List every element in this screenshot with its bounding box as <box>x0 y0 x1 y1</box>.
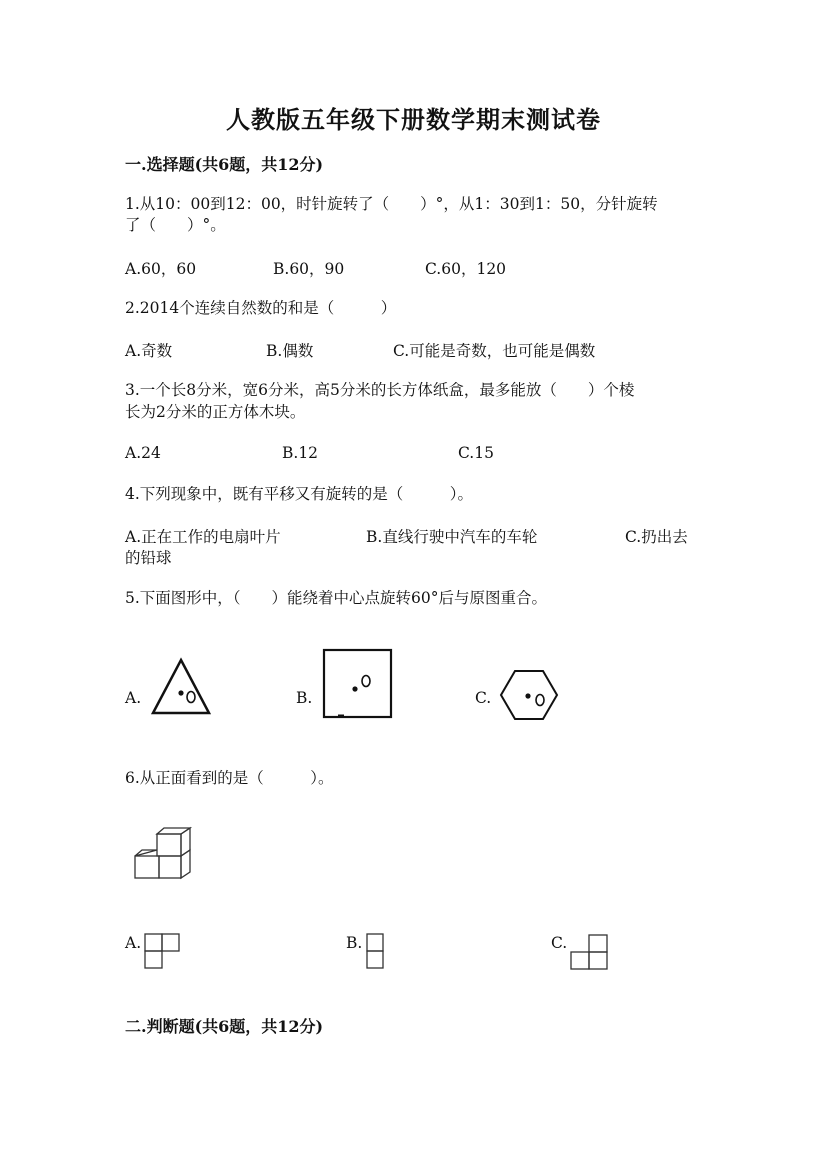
question-3-line-2: 长为2分米的正方体木块。 <box>125 403 306 421</box>
question-6-option-a-label: A. <box>125 934 142 952</box>
question-2-option-c: C.可能是奇数，也可能是偶数 <box>393 342 596 360</box>
page-title: 人教版五年级下册数学期末测试卷 <box>226 105 601 134</box>
question-1-line-1: 1.从10：00到12：00，时针旋转了（ ）°，从1：30到1：50，分针旋转 <box>125 195 658 213</box>
square-figure <box>320 646 396 722</box>
question-4-option-c-continued: 的铅球 <box>125 549 172 567</box>
question-3-option-a: A.24 <box>125 444 161 462</box>
question-2-option-a: A.奇数 <box>125 342 173 360</box>
section-heading-choice: 一.选择题(共6题，共12分) <box>125 155 324 174</box>
question-1-option-c: C.60，120 <box>425 260 507 278</box>
question-3-line-1: 3.一个长8分米，宽6分米，高5分米的长方体纸盒，最多能放（ ）个棱 <box>125 381 635 399</box>
question-6-option-c-label: C. <box>551 934 568 952</box>
question-2-option-b: B.偶数 <box>266 342 314 360</box>
question-4-option-c: C.扔出去 <box>625 528 688 546</box>
question-5-option-b-label: B. <box>296 689 313 707</box>
question-1-option-b: B.60，90 <box>273 260 345 278</box>
view-a-figure <box>144 933 184 973</box>
question-1-line-2: 了（ ）°。 <box>125 216 226 234</box>
question-1-option-a: A.60，60 <box>125 260 197 278</box>
question-4-option-b: B.直线行驶中汽车的车轮 <box>366 528 538 546</box>
triangle-figure <box>150 655 214 717</box>
cube-stack-figure <box>131 826 197 884</box>
question-3-option-b: B.12 <box>282 444 319 462</box>
question-5-line-1: 5.下面图形中，（ ）能绕着中心点旋转60°后与原图重合。 <box>125 589 548 607</box>
view-c-figure <box>570 934 612 974</box>
question-6-option-b-label: B. <box>346 934 363 952</box>
section-heading-true-false: 二.判断题(共6题，共12分) <box>125 1017 324 1036</box>
question-2-line-1: 2.2014个连续自然数的和是（ ） <box>125 299 397 317</box>
question-6-line-1: 6.从正面看到的是（ ）。 <box>125 769 334 787</box>
question-4-option-a: A.正在工作的电扇叶片 <box>125 528 281 546</box>
view-b-figure <box>366 933 388 973</box>
question-4-line-1: 4.下列现象中，既有平移又有旋转的是（ ）。 <box>125 485 474 503</box>
question-5-option-a-label: A. <box>125 689 142 707</box>
question-5-option-c-label: C. <box>475 689 492 707</box>
question-3-option-c: C.15 <box>458 444 494 462</box>
hexagon-figure <box>498 668 562 724</box>
